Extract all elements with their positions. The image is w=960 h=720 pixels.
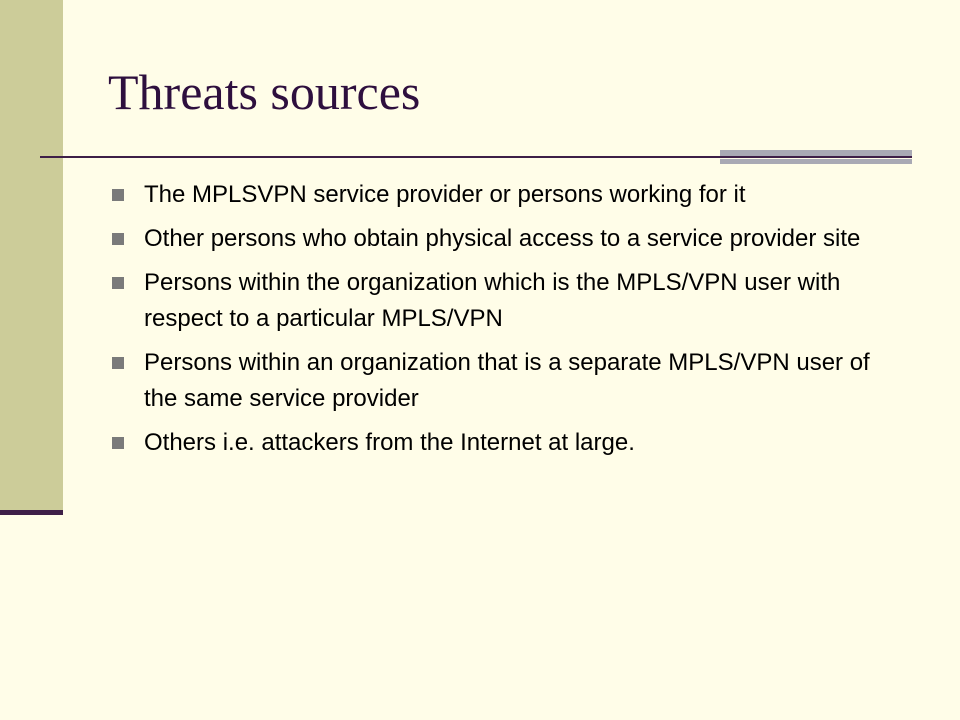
bullet-item: [108, 265, 898, 337]
square-bullet-icon: [112, 277, 124, 289]
bullet-text: Others i.e. attackers from the Internet at large.: [144, 429, 635, 456]
square-bullet-icon: [112, 189, 124, 201]
bullet-item: [108, 177, 898, 213]
bullet-item: [108, 425, 898, 461]
bullet-item: [108, 345, 898, 417]
slide-title: Threats sources: [108, 64, 421, 120]
bullet-text: Other persons who obtain physical access to a service provider site: [144, 225, 861, 252]
side-decor-accent: [0, 510, 63, 515]
title-rule: [40, 156, 912, 158]
bullet-list: [108, 177, 898, 469]
bullet-text: The MPLSVPN service provider or persons working for it: [144, 181, 746, 208]
square-bullet-icon: [112, 233, 124, 245]
bullet-text: Persons within an organization that is a separate MPLS/VPN user of the same service provider: [144, 349, 870, 412]
square-bullet-icon: [112, 357, 124, 369]
square-bullet-icon: [112, 437, 124, 449]
bullet-item: [108, 221, 898, 257]
title-rule-accent-lower: [720, 159, 912, 164]
side-decor-bar: [0, 0, 63, 510]
bullet-text: Persons within the organization which is the MPLS/VPN user with respect to a particular MPLS/VPN: [144, 269, 841, 332]
